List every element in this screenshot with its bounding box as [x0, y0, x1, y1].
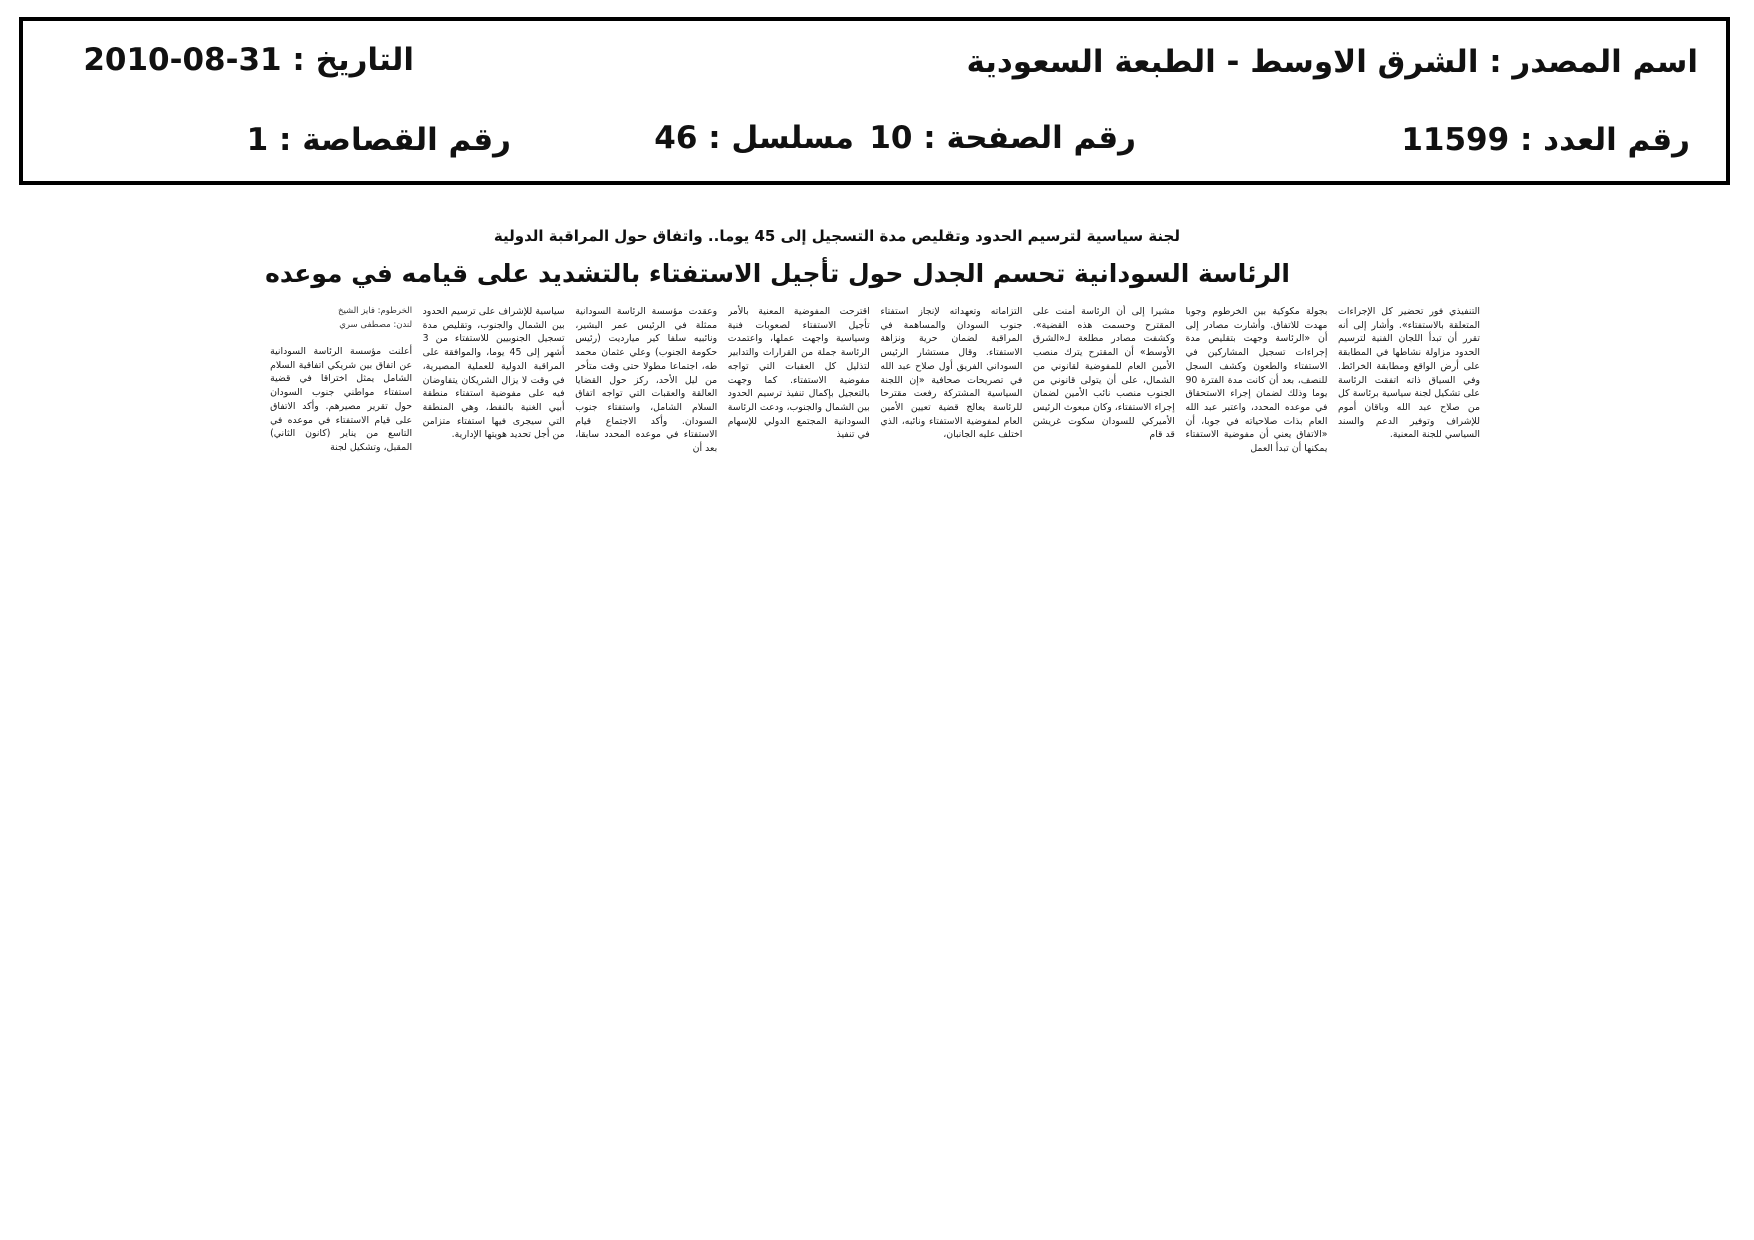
article-column-1 [270, 305, 412, 495]
column-text: مشيرا إلى أن الرئاسة أمنت على المقترح وحسمت هذه القضية». وكشفت مصادر مطلعة لـ«الشرق الأوسط» أن المقترح يترك منصب الأمين العام للمفوضية لقانوني من الشمال، على أن يتولى قانوني من الجنوب منصب نائب الأمين لضمان إجراء الاستفتاء، وكان مبعوث الرئيس الأميركي للسودان سكوت غريشن قد قام [1032, 306, 1175, 441]
column-text: وعقدت مؤسسة الرئاسة السودانية ممثلة في الرئيس عمر البشير، ونائبيه سلفا كير ميارديت (رئيس حكومة الجنوب) وعلي عثمان محمد طه، اجتماعا مطولا حتى وقت متأخر من ليل الأحد، ركز حول القضايا العالقة والعقبات التي تواجه اتفاق السلام الشامل، واستفتاء جنوب السودان. وأكد الاجتماع قيام الاستفتاء في موعده المحدد سابقا، بعد أن [575, 306, 718, 455]
serial-number-label: مسلسل : 46 [654, 120, 854, 156]
article-headline: الرئاسة السودانية تحسم الجدل حول تأجيل الاستفتاء بالتشديد على قيامه في موعده [265, 259, 1290, 288]
page-number-label: رقم الصفحة : 10 [869, 120, 1136, 156]
article-column-6 [1033, 305, 1175, 495]
column-text: بجولة مكوكية بين الخرطوم وجوبا مهدت للاتفاق. وأشارت مصادر إلى أن «الرئاسة وجهت بتقليص مدة إجراءات تسجيل المشاركين في الاستفتاء والطعون وكشف السجل للنصف، بعد أن كانت مدة الفترة 90 يوما وذلك لضمان إجراء الاستحقاق في موعده المحدد، واعتبر عبد الله العام بذات صلاحياته في جوبا، أن «الاتفاق يعني أن مفوضية الاستفتاء يمكنها أن تبدأ العمل [1185, 306, 1328, 455]
article-column-8 [1338, 305, 1480, 495]
article-column-4 [728, 305, 870, 495]
column-text: التزاماته وتعهداته لإنجاز استفتاء جنوب السودان والمساهمة في المراقبة لضمان حرية ونزاهة الاستفتاء. وقال مستشار الرئيس السوداني الفريق أول صلاح عبد الله في تصريحات صحافية «إن اللجنة السياسية المشتركة رفعت مقترحا للرئاسة يعالج قضية تعيين الأمين العام لمفوضية الاستفتاء ونائبه، الذي اختلف عليه الجانبان، [880, 306, 1023, 441]
article-column-2 [423, 305, 565, 495]
column-text: التنفيذي فور تحضير كل الإجراءات المتعلقة بالاستفتاء». وأشار إلى أنه تقرر أن تبدأ اللجان الفنية لترسيم الحدود مزاولة نشاطها في المطابقة على أرض الواقع ومطابقة الخرائط. وفي السياق ذاته اتفقت الرئاسة على تشكيل لجنة سياسية برئاسة كل من صلاح عبد الله وباقان أموم للإشراف وتوفير الدعم والسند السياسي للجنة المعنية. [1338, 306, 1480, 441]
column-text: اقترحت المفوضية المعنية بالأمر تأجيل الاستفتاء لصعوبات فنية وسياسية واجهت عملها، واعتمدت الرئاسة جملة من القرارات والتدابير لتذليل كل العقبات التي تواجه مفوضية الاستفتاء. كما وجهت بالتعجيل بإكمال تنفيذ ترسيم الحدود بين الشمال والجنوب، ودعت الرئاسة السودانية المجتمع الدولي للإسهام في تنفيذ [727, 306, 870, 441]
newspaper-clipping [265, 215, 1480, 490]
issue-number-label: رقم العدد : 11599 [1401, 122, 1690, 158]
byline-london: لندن: مصطفى سري [339, 320, 413, 330]
article-column-7 [1185, 305, 1327, 495]
clipping-header-box [19, 17, 1730, 185]
article-columns [270, 305, 1480, 495]
byline-khartoum: الخرطوم: فايز الشيخ [337, 306, 413, 316]
article-column-3 [575, 305, 717, 495]
clipping-number-label: رقم القصاصة : 1 [246, 122, 511, 158]
article-column-5 [880, 305, 1022, 495]
date-label: التاريخ : 31-08-2010 [83, 42, 414, 78]
column-text: سياسية للإشراف على ترسيم الحدود بين الشمال والجنوب، وتقليص مدة تسجيل الجنوبيين للاستفتاء من 3 أشهر إلى 45 يوما، والموافقة على المراقبة الدولية للعملية المصيرية، في وقت لا يزال الشريكان يتفاوضان فيه على مفوضية استفتاء منطقة أبيي الغنية بالنفط، وهي المنطقة التي سيجرى فيها استفتاء متزامن من أجل تحديد هويتها الإدارية. [422, 306, 565, 441]
source-label: اسم المصدر : الشرق الاوسط - الطبعة السعودية [966, 44, 1698, 80]
article-subheadline: لجنة سياسية لترسيم الحدود وتقليص مدة التسجيل إلى 45 يوما.. واتفاق حول المراقبة الدولية [493, 227, 1180, 245]
column-text: أعلنت مؤسسة الرئاسة السودانية عن اتفاق بين شريكي اتفاقية السلام الشامل يمثل اختراقا في قضية استفتاء مواطني جنوب السودان حول تقرير مصيرهم. وأكد الاتفاق على قيام الاستفتاء في موعده في التاسع من يناير (كانون الثاني) المقبل، وتشكيل لجنة [270, 346, 413, 453]
